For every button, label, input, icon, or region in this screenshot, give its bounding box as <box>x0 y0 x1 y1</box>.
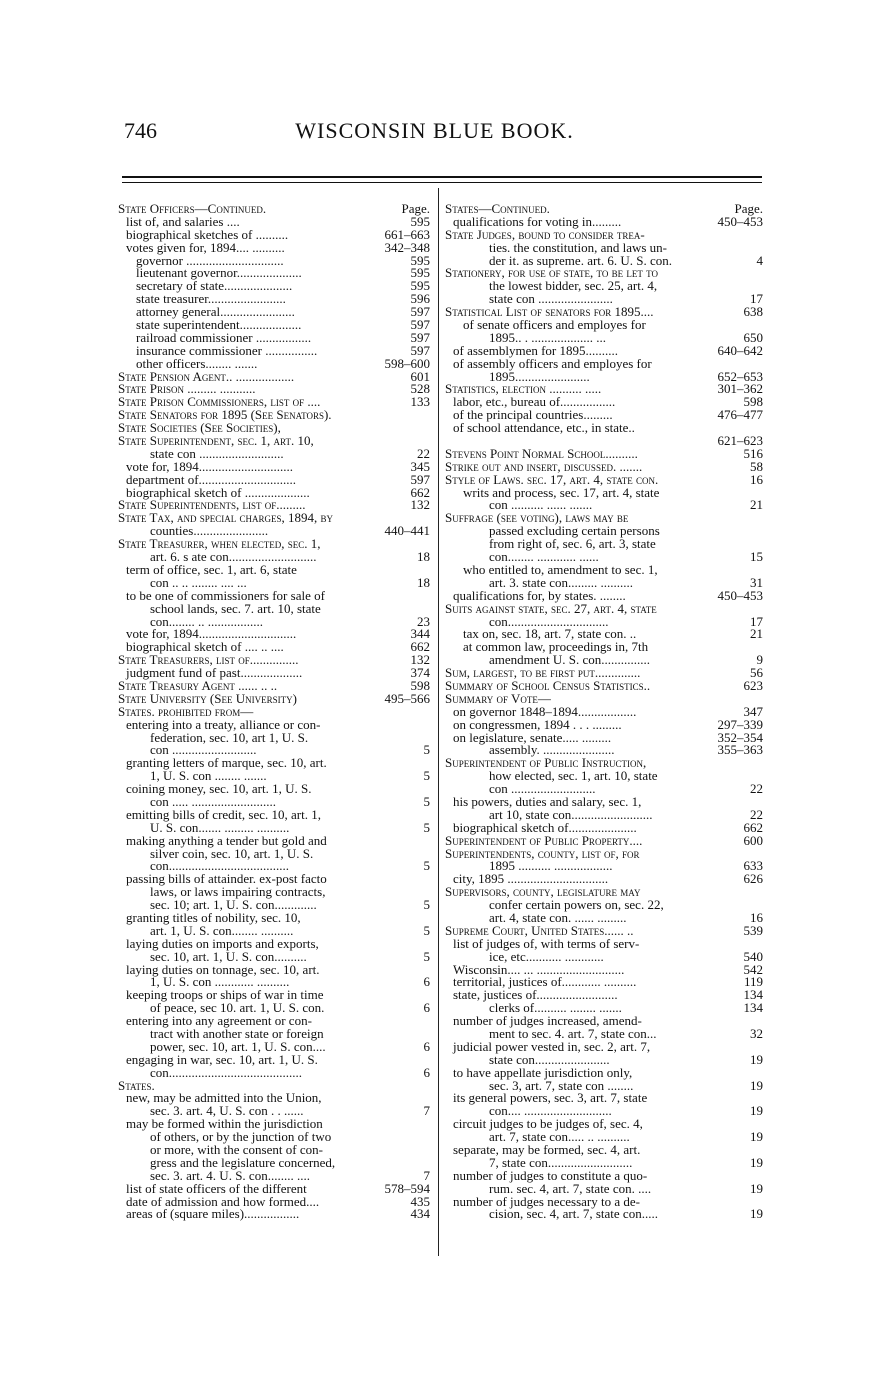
entry-page-ref: 450–453 <box>717 587 763 603</box>
entry-text: con .......... ...... ....... <box>489 497 593 513</box>
entry-page-ref: Page. <box>734 201 763 216</box>
entry-text: biographical sketch of .................... <box>126 484 310 500</box>
column-divider <box>438 188 439 1256</box>
entry-text: state con .......................... <box>150 445 284 461</box>
entry-text: State University (See University) <box>118 690 297 706</box>
entry-page-ref: 132 <box>410 497 430 513</box>
entry-page-ref: 15 <box>750 549 763 565</box>
entry-text: State Tax, and special charges, 1894, by <box>118 510 333 526</box>
entry-page-ref: 600 <box>743 832 763 848</box>
entry-text: territorial, justices of............ .......... <box>453 974 637 990</box>
entry-text: States. prohibited from— <box>118 703 254 719</box>
entry-text: art. 7, state con..... .. .......... <box>489 1129 630 1145</box>
entry-text: con..................................... <box>150 858 290 874</box>
entry-text: tax on, sec. 18, art. 7, state con. .. <box>463 626 637 642</box>
entry-page-ref: 542 <box>743 961 763 977</box>
entry-text: Suffrage (see voting), laws may be <box>445 510 629 526</box>
entry-text: 1895....................... <box>489 368 590 384</box>
entry-page-ref: 19 <box>750 1154 763 1170</box>
entry-page-ref: 598–600 <box>384 355 430 371</box>
entry-text: con .......................... <box>150 742 257 758</box>
entry-page-ref: 7 <box>423 1103 430 1119</box>
entry-page-ref: 297–339 <box>717 716 763 732</box>
entry-page-ref: 134 <box>743 987 763 1003</box>
entry-page-ref: 633 <box>743 858 763 874</box>
entry-page-ref: 596 <box>410 291 430 307</box>
entry-page-ref: 662 <box>410 639 430 655</box>
entry-page-ref: 19 <box>750 1180 763 1196</box>
entry-page-ref: 650 <box>743 329 763 345</box>
entry-text: sec. 3. art. 4, U. S. con . . ...... <box>150 1103 304 1119</box>
entry-page-ref: 597 <box>410 317 430 333</box>
entry-text: qualifications for voting in......... <box>453 213 622 229</box>
entry-text: Superintendents, county, list of, for <box>445 845 640 861</box>
entry-text: governor .............................. <box>136 252 284 268</box>
entry-text: power, sec. 10, art. 1, U. S. con.... <box>150 1038 326 1054</box>
entry-text: biographical sketch of..................... <box>453 819 637 835</box>
entry-text: ties. the constitution, and laws un- <box>489 239 668 255</box>
entry-text: new, may be admitted into the Union, <box>126 1090 322 1106</box>
entry-page-ref: 528 <box>410 381 430 397</box>
entry-text: making anything a tender but gold and <box>126 832 327 848</box>
entry-page-ref: 640–642 <box>717 342 763 358</box>
entry-page-ref: 134 <box>743 1000 763 1016</box>
entry-text: other officers........ ....... <box>136 355 258 371</box>
entry-page-ref: 595 <box>410 252 430 268</box>
entry-page-ref: 132 <box>410 652 430 668</box>
entry-text: its general powers, sec. 3, art. 7, state <box>453 1090 648 1106</box>
entry-page-ref: 598 <box>410 677 430 693</box>
entry-text: state con....................... <box>489 1051 610 1067</box>
entry-text: State Superintendents, list of......... <box>118 497 306 513</box>
entry-text: laying duties on tonnage, sec. 10, art. <box>126 961 320 977</box>
entry-text: Style of Laws. sec. 17, art. 4, state con. <box>445 471 659 487</box>
entry-text: list of judges of, with terms of serv- <box>453 935 640 951</box>
running-title: WISCONSIN BLUE BOOK. <box>295 118 574 143</box>
entry-text: rum. sec. 4, art. 7, state con. .... <box>489 1180 652 1196</box>
entry-page-ref: 22 <box>750 806 763 822</box>
entry-page-ref: 16 <box>750 471 763 487</box>
index-entry <box>118 1064 430 1080</box>
entry-page-ref: 5 <box>423 742 430 758</box>
entry-page-ref: 352–354 <box>717 729 763 745</box>
entry-page-ref: 301–362 <box>717 381 763 397</box>
entry-page-ref: 347 <box>743 703 763 719</box>
entry-text: con........ .. ................. <box>150 613 264 629</box>
entry-page-ref: 6 <box>423 974 430 990</box>
entry-page-ref: 440–441 <box>384 523 430 539</box>
entry-text: department of.............................. <box>126 471 297 487</box>
entry-text: to be one of commissioners for sale of <box>126 587 325 603</box>
entry-page-ref: 662 <box>410 484 430 500</box>
entry-page-ref: 434 <box>410 1206 430 1222</box>
entry-text: on legislature, senate..... ......... <box>453 729 612 745</box>
entry-page-ref: 5 <box>423 897 430 913</box>
entry-text: art. 4, state con. ...... ......... <box>489 909 627 925</box>
entry-text: keeping troops or ships of war in time <box>126 987 324 1003</box>
entry-text: railroad commissioner ................. <box>136 329 312 345</box>
entry-text: State Treasurers, list of............... <box>118 652 299 668</box>
entry-text: 1, U. S. con ........ ....... <box>150 768 267 784</box>
entry-page-ref: 22 <box>750 781 763 797</box>
entry-text: con............................... <box>489 613 609 629</box>
entry-text: votes given for, 1894.... .......... <box>126 239 285 255</box>
entry-page-ref: 22 <box>417 445 430 461</box>
entry-text: of peace, sec 10. art. 1, U. S. con. <box>150 1000 325 1016</box>
entry-page-ref: 540 <box>743 948 763 964</box>
entry-text: State Officers—Continued. <box>118 201 267 216</box>
entry-text: passing bills of attainder. ex-post facto <box>126 871 327 887</box>
entry-text: clerks of.......... ........ ....... <box>489 1000 622 1016</box>
entry-text: der it. as supreme. art. 6. U. S. con. <box>489 252 673 268</box>
entry-text: art. 3. state con......... .......... <box>489 574 634 590</box>
entry-text: on governor 1848–1894.................. <box>453 703 637 719</box>
entry-text: States. <box>118 1077 155 1093</box>
entry-page-ref: 638 <box>743 304 763 320</box>
entry-page-ref: 19 <box>750 1206 763 1222</box>
entry-text: passed excluding certain persons <box>489 523 660 539</box>
entry-text: con.... ........................... <box>489 1103 612 1119</box>
entry-text: coining money, sec. 10, art. 1, U. S. <box>126 781 312 797</box>
entry-text: date of admission and how formed.... <box>126 1193 320 1209</box>
entry-text: sec. 3, art. 7, state con ........ <box>489 1077 634 1093</box>
entry-text: Superintendent of Public Property.... <box>445 832 643 848</box>
entry-page-ref: 7 <box>423 1167 430 1183</box>
entry-page-ref: 6 <box>423 1038 430 1054</box>
entry-text: counties....................... <box>150 523 269 539</box>
entry-page-ref: 17 <box>750 291 763 307</box>
entry-page-ref: 4 <box>756 252 763 268</box>
entry-page-ref: 17 <box>750 613 763 629</box>
entry-text: judicial power vested in, sec. 2, art. 7, <box>453 1038 651 1054</box>
entry-text: school lands, sec. 7. art. 10, state <box>150 600 321 616</box>
entry-text: lieutenant governor.................... <box>136 265 302 281</box>
entry-text: State Pension Agent.. .................. <box>118 368 295 384</box>
entry-text: of the principal countries......... <box>453 407 613 423</box>
entry-page-ref: 595 <box>410 265 430 281</box>
page-header <box>0 118 869 154</box>
entry-text: of school attendance, etc., in state.. <box>453 420 635 436</box>
page-number: 746 <box>124 118 157 143</box>
entry-page-ref: 18 <box>417 549 430 565</box>
entry-text: con .......................... <box>489 781 596 797</box>
entry-page-ref: 597 <box>410 329 430 345</box>
entry-text: granting letters of marque, sec. 10, art. <box>126 755 327 771</box>
index-entry <box>445 1208 763 1221</box>
entry-text: vote for, 1894.............................. <box>126 626 297 642</box>
entry-text: Wisconsin.... ... ........................... <box>453 961 625 977</box>
entry-page-ref: 6 <box>423 1064 430 1080</box>
entry-page-ref: 374 <box>410 665 430 681</box>
entry-page-ref: 601 <box>410 368 430 384</box>
entry-text: State Judges, bound to consider trea- <box>445 226 645 242</box>
entry-text: engaging in war, sec. 10, art. 1, U. S. <box>126 1051 318 1067</box>
header-rule-thick <box>122 176 762 178</box>
entry-text: of senate officers and employes for <box>463 317 646 333</box>
entry-text: on congressmen, 1894 . . . ......... <box>453 716 622 732</box>
entry-page-ref: 19 <box>750 1077 763 1093</box>
entry-text: confer certain powers on, sec. 22, <box>489 897 664 913</box>
entry-page-ref: 355–363 <box>717 742 763 758</box>
entry-page-ref: 435 <box>410 1193 430 1209</box>
entry-text: how elected, sec. 1, art. 10, state <box>489 768 658 784</box>
entry-text: Suits against state, sec. 27, art. 4, state <box>445 600 657 616</box>
entry-page-ref: 623 <box>743 677 763 693</box>
entry-text: Strike out and insert, discussed. ....... <box>445 458 643 474</box>
entry-text: state, justices of......................... <box>453 987 618 1003</box>
entry-text: State Prison ......... ........... <box>118 381 256 397</box>
entry-text: 1, U. S. con ............ .......... <box>150 974 290 990</box>
entry-text: Stevens Point Normal School.......... <box>445 445 638 461</box>
entry-text: assembly. ...................... <box>489 742 615 758</box>
entry-text: list of state officers of the different <box>126 1180 307 1196</box>
entry-text: areas of (square miles)................. <box>126 1206 300 1222</box>
entry-text: art. 6. s ate con........................... <box>150 549 317 565</box>
entry-text: granting titles of nobility, sec. 10, <box>126 909 301 925</box>
entry-text: ment to sec. 4. art. 7, state con... <box>489 1026 657 1041</box>
entry-text: biographical sketch of .... .. .... <box>126 639 284 655</box>
entry-text: number of judges to constitute a quo- <box>453 1167 648 1183</box>
entry-text: State Superintendent, sec. 1, art. 10, <box>118 433 314 449</box>
entry-text: Supreme Court, United States...... .. <box>445 922 634 938</box>
entry-text: State Prison Commissioners, list of .... <box>118 394 321 410</box>
entry-page-ref: 578–594 <box>384 1180 430 1196</box>
entry-text: emitting bills of credit, sec. 10, art. 1, <box>126 806 321 822</box>
entry-page-ref: 598 <box>743 394 763 410</box>
entry-text: Stationery, for use of state, to be let to <box>445 265 658 281</box>
entry-text: state treasurer........................ <box>136 291 286 307</box>
index-column-right <box>445 203 763 1221</box>
entry-page-ref: 621–623 <box>717 433 763 449</box>
entry-page-ref: 5 <box>423 793 430 809</box>
entry-text: vote for, 1894............................. <box>126 458 294 474</box>
entry-page-ref: 476–477 <box>717 407 763 423</box>
entry-text: amendment U. S. con............... <box>489 652 651 668</box>
entry-text: city, 1895 ............................... <box>453 871 609 887</box>
entry-page-ref: 21 <box>750 497 763 513</box>
index-column-left <box>118 203 430 1221</box>
entry-page-ref: 5 <box>423 858 430 874</box>
entry-text: State Treasury Agent ...... .. .. <box>118 677 278 693</box>
entry-text: writs and process, sec. 17, art. 4, state <box>463 484 660 500</box>
entry-text: State Societies (See Societies), <box>118 420 281 436</box>
entry-text: gress and the legislature concerned, <box>150 1154 336 1170</box>
entry-text: sec. 10; art. 1, U. S. con............. <box>150 897 317 913</box>
entry-text: at common law, proceedings in, 7th <box>463 639 649 655</box>
entry-page-ref: 597 <box>410 471 430 487</box>
entry-page-ref: 16 <box>750 909 763 925</box>
entry-text: the lowest bidder, sec. 25, art. 4, <box>489 278 658 294</box>
entry-text: Statistical List of senators for 1895.... <box>445 304 654 320</box>
entry-text: secretary of state..................... <box>136 278 293 294</box>
entry-text: separate, may be formed, sec. 4, art. <box>453 1142 641 1158</box>
entry-text: laying duties on imports and exports, <box>126 935 319 951</box>
entry-text: biographical sketches of .......... <box>126 226 289 242</box>
index-entry <box>118 1208 430 1221</box>
entry-page-ref: 5 <box>423 819 430 835</box>
entry-text: silver coin, sec. 10, art. 1, U. S. <box>150 845 314 861</box>
entry-page-ref: 516 <box>743 445 763 461</box>
entry-text: number of judges increased, amend- <box>453 1013 642 1029</box>
entry-page-ref: 662 <box>743 819 763 835</box>
entry-text: who entitled to, amendment to sec. 1, <box>463 561 658 577</box>
entry-text: con .. .. ........ .... ... <box>150 574 247 590</box>
entry-page-ref: 58 <box>750 458 763 474</box>
entry-page-ref: 5 <box>423 948 430 964</box>
entry-page-ref: 344 <box>410 626 430 642</box>
entry-text: sec. 3. art. 4. U. S. con........ .... <box>150 1167 310 1183</box>
entry-text: entering into any agreement or con- <box>126 1013 312 1029</box>
entry-text: number of judges necessary to a de- <box>453 1193 640 1209</box>
entry-text: State Senators for 1895 (See Senators). <box>118 407 332 423</box>
entry-text: Summary of School Census Statistics.. <box>445 677 651 693</box>
entry-page-ref: 19 <box>750 1129 763 1145</box>
entry-text: Supervisors, county, legislature may <box>445 884 641 900</box>
entry-text: labor, etc., bureau of................. <box>453 394 616 410</box>
entry-page-ref: 539 <box>743 922 763 938</box>
entry-page-ref: 56 <box>750 665 763 681</box>
entry-text: his powers, duties and salary, sec. 1, <box>453 793 642 809</box>
entry-text: or more, with the consent of con- <box>150 1142 323 1158</box>
entry-text: cision, sec. 4, art. 7, state con..... <box>489 1206 658 1222</box>
entry-page-ref: 23 <box>417 613 430 629</box>
entry-page-ref: 133 <box>410 394 430 410</box>
entry-text: circuit judges to be judges of, sec. 4, <box>453 1116 643 1132</box>
entry-page-ref: 21 <box>750 626 763 642</box>
entry-text: list of, and salaries .... <box>126 213 240 229</box>
entry-page-ref: 119 <box>743 974 763 990</box>
entry-page-ref: 342–348 <box>384 239 430 255</box>
entry-text: art 10, state con......................... <box>489 806 653 822</box>
entry-text: may be formed within the jurisdiction <box>126 1116 323 1132</box>
entry-text: con ..... .......................... <box>150 793 277 809</box>
entry-text: State Treasurer, when elected, sec. 1, <box>118 536 321 552</box>
entry-text: term of office, sec. 1, art. 6, state <box>126 561 297 577</box>
entry-page-ref: 495–566 <box>384 690 430 706</box>
entry-page-ref: 595 <box>410 278 430 294</box>
entry-text: Sum, largest, to be first put.............. <box>445 665 641 681</box>
entry-text: ice, etc........... ............ <box>489 948 604 964</box>
entry-page-ref: 19 <box>750 1103 763 1119</box>
entry-text: from right of, sec. 6, art. 3, state <box>489 536 656 552</box>
entry-page-ref: 5 <box>423 768 430 784</box>
entry-page-ref: 597 <box>410 304 430 320</box>
header-rule-thin <box>122 182 762 183</box>
entry-text: qualifications for, by states. ........ <box>453 587 626 603</box>
entry-text: 7, state con.......................... <box>489 1154 633 1170</box>
entry-text: of others, or by the junction of two <box>150 1129 332 1145</box>
entry-text: of assembly officers and employes for <box>453 355 652 371</box>
entry-page-ref: 661–663 <box>384 226 430 242</box>
entry-text: Statistics, election .......... ..... <box>445 381 602 397</box>
entry-text: entering into a treaty, alliance or con- <box>126 716 321 732</box>
entry-page-ref: 19 <box>750 1051 763 1067</box>
entry-text: Summary of Vote— <box>445 690 551 706</box>
entry-text: U. S. con....... ......... .......... <box>150 819 290 835</box>
entry-text: sec. 10, art. 1, U. S. con.......... <box>150 948 307 964</box>
entry-text: judgment fund of past................... <box>126 665 303 681</box>
entry-page-ref: 595 <box>410 213 430 229</box>
entry-text: to have appellate jurisdiction only, <box>453 1064 633 1080</box>
entry-text: States—Continued. <box>445 201 550 216</box>
entry-text: laws, or laws impairing contracts, <box>150 884 326 900</box>
index-entry <box>445 422 763 435</box>
entry-text: state con ....................... <box>489 291 613 307</box>
entry-page-ref: Page. <box>401 201 430 216</box>
entry-text: attorney general....................... <box>136 304 295 320</box>
entry-text: con......................................... <box>150 1064 303 1080</box>
entry-text: 1895 .......... .................. <box>489 858 613 874</box>
entry-text: insurance commissioner ................ <box>136 342 318 358</box>
entry-page-ref: 5 <box>423 922 430 938</box>
entry-text: Superintendent of Public Instruction, <box>445 755 647 771</box>
entry-page-ref: 32 <box>750 1026 763 1041</box>
entry-page-ref: 652–653 <box>717 368 763 384</box>
entry-page-ref: 31 <box>750 574 763 590</box>
entry-text: federation, sec. 10, art 1, U. S. <box>150 729 309 745</box>
entry-text: 1895.. . ................... ... <box>489 329 606 345</box>
entry-text: of assemblymen for 1895.......... <box>453 342 619 358</box>
entry-page-ref: 9 <box>756 652 763 668</box>
entry-text: state superintendent................... <box>136 317 302 333</box>
entry-page-ref: 450–453 <box>717 213 763 229</box>
entry-page-ref: 6 <box>423 1000 430 1016</box>
entry-text: con........ ............ ...... <box>489 549 599 565</box>
entry-page-ref: 597 <box>410 342 430 358</box>
entry-text: tract with another state or foreign <box>150 1026 324 1041</box>
entry-page-ref: 18 <box>417 574 430 590</box>
entry-text: art. 1, U. S. con........ .......... <box>150 922 294 938</box>
entry-page-ref: 345 <box>410 458 430 474</box>
entry-page-ref: 626 <box>743 871 763 887</box>
